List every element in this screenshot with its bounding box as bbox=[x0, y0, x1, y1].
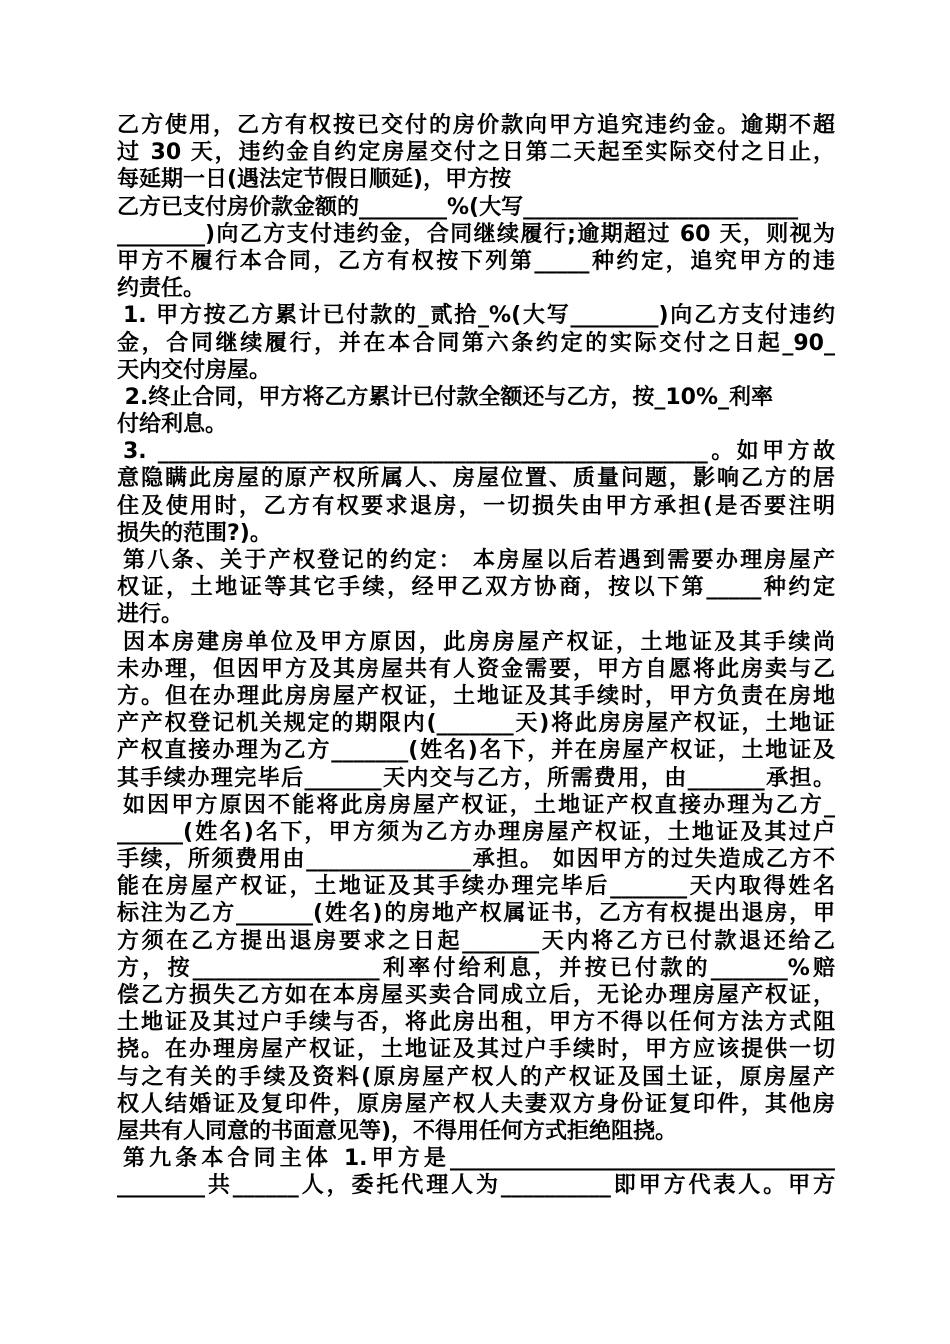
text-line: 如因甲方原因不能将此房房屋产权证，土地证产权直接办理为乙方_ bbox=[123, 792, 835, 818]
contract-page-text bbox=[117, 112, 835, 1200]
text-line: 约责任。 bbox=[117, 276, 206, 302]
text-line: 金，合同继续履行，并在本合同第六条约定的实际交付之日起_90_ bbox=[117, 330, 835, 356]
text-line: 手续，所须费用由_______________承担。 如因甲方的过失造成乙方不 bbox=[117, 847, 835, 873]
text-line: 意隐瞒此房屋的原产权所属人、房屋位置、质量问题，影响乙方的居 bbox=[117, 466, 835, 492]
text-line: 进行。 bbox=[117, 602, 184, 628]
text-line: 其手续办理完毕后_______天内交与乙方，所需费用，由_______承担。 bbox=[117, 765, 835, 791]
text-line: 能在房屋产权证，土地证及其手续办理完毕后_______天内取得姓名 bbox=[117, 874, 835, 900]
text-line: 因本房建房单位及甲方原因，此房房屋产权证，土地证及其手续尚 bbox=[123, 629, 835, 655]
text-line: 屋共有人同意的书面意见等)，不得用任何方式拒绝阻挠。 bbox=[117, 1118, 678, 1144]
text-line: 甲方不履行本合同，乙方有权按下列第_____种约定，追究甲方的违 bbox=[117, 248, 835, 274]
text-line: 未办理，但因甲方及其房屋共有人资金需要，甲方自愿将此房卖与乙 bbox=[117, 656, 835, 682]
text-line: 损失的范围?)。 bbox=[117, 520, 272, 546]
text-line: 方须在乙方提出退房要求之日起_______天内将乙方已付款退还给乙 bbox=[117, 928, 835, 954]
text-line: 每延期一日(遇法定节假日顺延)，甲方按 bbox=[117, 167, 512, 193]
text-line: 3. __________________________________________________。如甲方故 bbox=[123, 439, 835, 465]
text-line: 挠。在办理房屋产权证，土地证及其过户手续时，甲方应该提供一切 bbox=[117, 1037, 835, 1063]
text-line: 乙方已支付房价款金额的________%(大写_________________________ bbox=[117, 194, 799, 220]
section-heading-article-8: 第八条、关于产权登记的约定： 本房屋以后若遇到需要办理房屋产 bbox=[123, 548, 835, 573]
text-line: 权人结婚证及复印件，原房屋产权人夫妻双方身份证复印件，其他房 bbox=[117, 1091, 835, 1117]
text-line: 土地证及其过户手续与否，将此房出租，甲方不得以任何方法方式阻 bbox=[117, 1010, 835, 1036]
text-line: 与之有关的手续及资料(原房屋产权人的产权证及国土证，原房屋产 bbox=[117, 1064, 835, 1090]
text-line: 住及使用时，乙方有权要求退房，一切损失由甲方承担(是否要注明 bbox=[117, 493, 835, 519]
text-line: 偿乙方损失乙方如在本房屋买卖合同成立后，无论办理房屋产权证， bbox=[117, 983, 835, 1008]
text-line: 产产权登记机关规定的期限内(_______天)将此房房屋产权证，土地证 bbox=[117, 711, 835, 737]
text-line: 产权直接办理为乙方_______(姓名)名下，并在房屋产权证，土地证及 bbox=[117, 738, 835, 764]
text-line: 2.终止合同，甲方将乙方累计已付款全额还与乙方，按_10%_利率 bbox=[117, 384, 773, 410]
text-line: 1. 甲方按乙方累计已付款的_贰拾_%(大写________)向乙方支付违约 bbox=[123, 303, 835, 329]
text-line: 乙方使用，乙方有权按已交付的房价款向甲方追究违约金。逾期不超 bbox=[117, 113, 835, 138]
text-line: 方。但在办理此房房屋产权证，土地证及其手续时，甲方负责在房地 bbox=[117, 683, 835, 709]
text-line: 付给利息。 bbox=[117, 412, 228, 438]
text-line: 权证，土地证等其它手续，经甲乙双方协商，按以下第_____种约定 bbox=[117, 575, 835, 601]
text-line: 标注为乙方_______(姓名)的房地产权属证书，乙方有权提出退房，甲 bbox=[117, 901, 835, 927]
text-line: 天内交付房屋。 bbox=[117, 357, 272, 383]
text-line: 方，按_________________利率付给利息，并按已付款的_______%赔 bbox=[117, 955, 835, 981]
text-line: ______(姓名)名下，甲方须为乙方办理房屋产权证，土地证及其过户 bbox=[117, 819, 835, 845]
section-heading-article-9: 第九条本合同主体 1.甲方是___________________________________ bbox=[123, 1146, 835, 1172]
text-line: ________共______人，委托代理人为__________即甲方代表人。甲方 bbox=[117, 1173, 835, 1199]
text-line: 过 30 天，违约金自约定房屋交付之日第二天起至实际交付之日止， bbox=[117, 140, 835, 166]
text-line: ________)向乙方支付违约金，合同继续履行;逾期超过 60 天，则视为 bbox=[117, 221, 835, 247]
